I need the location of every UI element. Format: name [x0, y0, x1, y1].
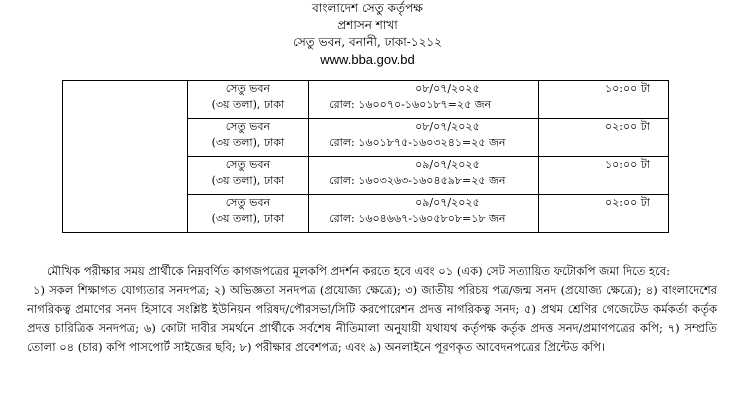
venue-cell — [187, 119, 308, 157]
document-instructions — [27, 262, 717, 357]
venue-floor: (৩য় তলা), ঢাকা — [211, 136, 285, 149]
exam-date: ০৮/০৭/২০২৫ — [415, 82, 480, 95]
venue-name: সেতু ভবন — [225, 196, 271, 209]
exam-time: ১০:০০ টা — [538, 157, 668, 195]
exam-time: ০২:০০ টা — [538, 195, 668, 233]
venue-floor: (৩য় তলা), ঢাকা — [211, 212, 285, 225]
instructions-intro: মৌখিক পরীক্ষার সময় প্রার্থীকে নিম্নবর্ণিত কাগজপত্রের মূলকপি প্রদর্শন করতে হবে এবং ০১ (এক) সেট সত্যায়িত ফটোকপি জমা দিতে হবে: — [47, 264, 670, 278]
exam-date: ০৮/০৭/২০২৫ — [415, 120, 480, 133]
venue-name: সেতু ভবন — [225, 82, 271, 95]
exam-time: ০২:০০ টা — [538, 119, 668, 157]
venue-floor: (৩য় তলা), ঢাকা — [211, 174, 285, 187]
roll-range: রোল: ১৬০১৮৭৫-১৬০৩২৪১=২৫ জন — [329, 136, 506, 149]
venue-name: সেতু ভবন — [225, 120, 271, 133]
date-roll-cell — [309, 119, 539, 157]
date-roll-cell — [309, 157, 539, 195]
org-name: বাংলাদেশ সেতু কর্তৃপক্ষ — [312, 1, 423, 15]
venue-floor: (৩য় তলা), ঢাকা — [211, 98, 285, 111]
exam-time: ১০:০০ টা — [538, 81, 668, 119]
venue-cell — [187, 81, 308, 119]
exam-date: ০৯/০৭/২০২৫ — [415, 196, 480, 209]
date-roll-cell — [309, 81, 539, 119]
document-header — [0, 0, 735, 68]
blank-column-cell — [63, 81, 188, 233]
roll-range: রোল: ১৬০৪৬৬৭-১৬০৫৮০৮=১৮ জন — [329, 212, 506, 225]
viva-schedule-table — [62, 80, 669, 233]
branch-name: প্রশাসন শাখা — [337, 18, 398, 32]
required-documents-list: ১) সকল শিক্ষাগত যোগ্যতার সনদপত্র; ২) অভিজ্ঞতা সনদপত্র (প্রযোজ্য ক্ষেত্রে); ৩) জাতীয় পরিচয় পত্র/জন্ম সনদ (প্রযোজ্য ক্ষেত্রে); ৪) বাংলাদেশের নাগরিকত্ব প্রমাণের সনদ হিসাবে সংশ্লিষ্ট ইউনিয়ন পরিষদ/পৌরসভা/সিটি করপোরেশন প্রদত্ত নাগরিকত্ব সনদ; ৫) প্রথম শ্রেণির গেজেটেড কর্মকর্তা কর্তৃক প্রদত্ত চারিত্রিক সনদপত্র; ৬) কোটা দাবীর সমর্থনে প্রার্থীকে সর্বশেষ নীতিমালা অনুযায়ী যথাযথ কর্তৃপক্ষ কর্তৃক প্রদত্ত সনদ/প্রমাণপত্রের কপি; ৭) সম্প্রতি তোলা ০৪ (চার) কপি পাসপোর্ট সাইজের ছবি; ৮) পরীক্ষার প্রবেশপত্র; এবং ৯) অনলাইনে পূরণকৃত আবেদনপত্রের প্রিন্টেড কপি। — [27, 283, 717, 354]
roll-range: রোল: ১৬০৩২৬৩-১৬০৪৫৯৮=২৫ জন — [329, 174, 506, 187]
venue-cell — [187, 157, 308, 195]
office-address: সেতু ভবন, বনানী, ঢাকা-১২১২ — [293, 35, 442, 49]
website-text: www.bba.gov.bd — [320, 52, 415, 67]
exam-date: ০৯/০৭/২০২৫ — [415, 158, 480, 171]
date-roll-cell — [309, 195, 539, 233]
table-row — [63, 81, 669, 119]
venue-name: সেতু ভবন — [225, 158, 271, 171]
roll-range: রোল: ১৬০০৭০-১৬০১৮৭=২৫ জন — [329, 98, 492, 111]
venue-cell — [187, 195, 308, 233]
